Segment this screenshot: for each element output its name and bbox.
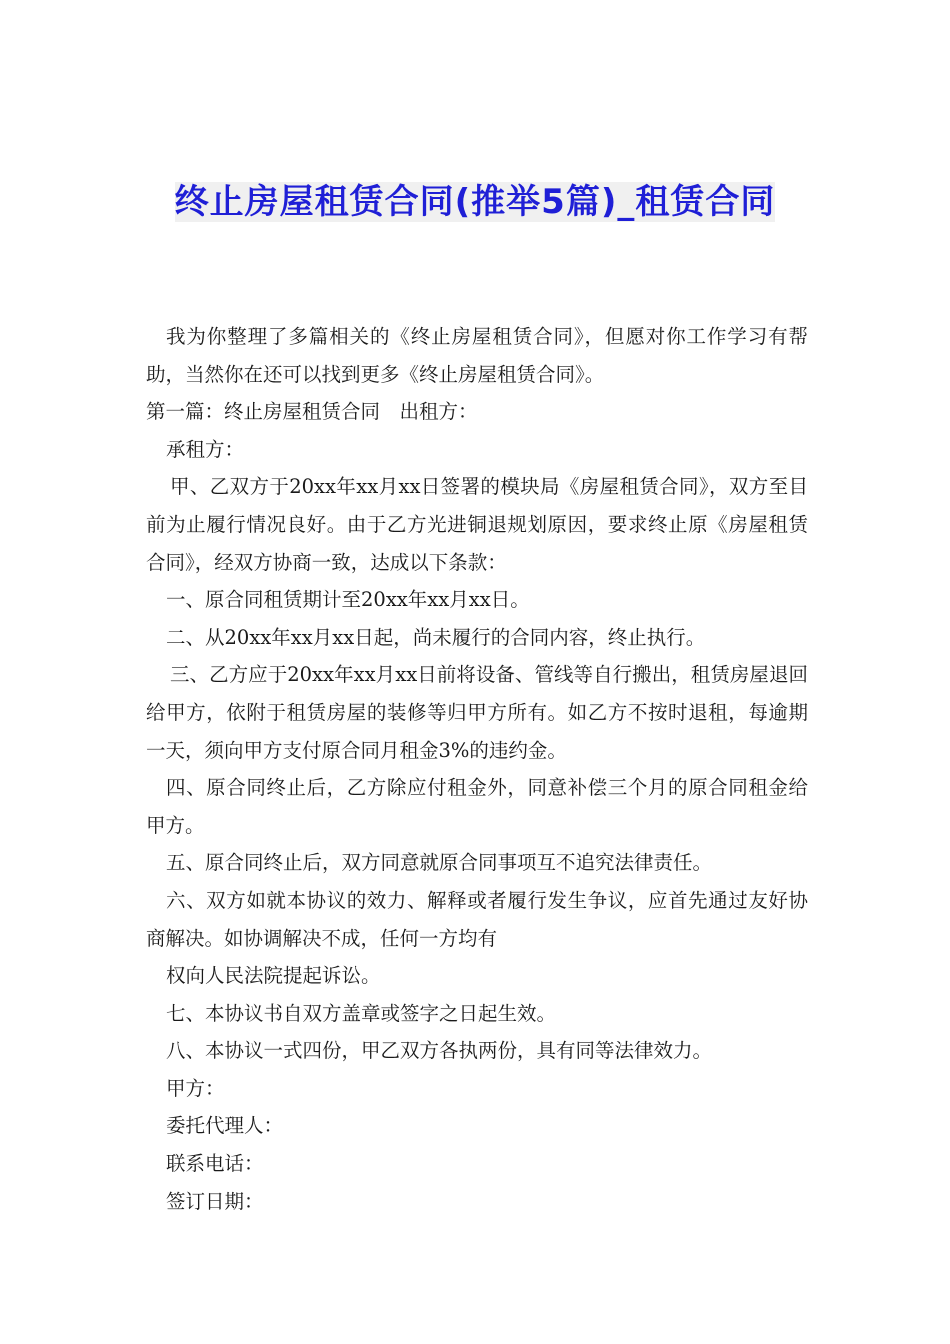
- clause-4: 四、原合同终止后，乙方除应付租金外，同意补偿三个月的原合同租金给甲方。: [146, 776, 808, 837]
- clause-5: 五、原合同终止后，双方同意就原合同事项互不追究法律责任。: [166, 851, 713, 875]
- agent-label: 委托代理人：: [166, 1114, 284, 1138]
- section-heading: 第一篇：终止房屋租赁合同 出租方：: [146, 400, 478, 424]
- clause-8: 八、本协议一式四份，甲乙双方各执两份，具有同等法律效力。: [166, 1039, 713, 1063]
- document-title: 终止房屋租赁合同(推举5篇)_租赁合同: [174, 182, 776, 222]
- clause-3: 三、乙方应于20xx年xx月xx日前将设备、管线等自行搬出，租赁房屋退回给甲方，依附于租赁房屋的装修等归甲方所有。如乙方不按时退租，每逾期一天，须向甲方支付原合同月租金3%的违约金。: [146, 663, 808, 762]
- clause-7: 七、本协议书自双方盖章或签字之日起生效。: [166, 1001, 557, 1025]
- phone-label: 联系电话：: [166, 1152, 264, 1176]
- title-block: [150, 176, 800, 228]
- preamble-paragraph: 甲、乙双方于20xx年xx月xx日签署的模块局《房屋租赁合同》，双方至目前为止履行情况良好。由于乙方光进铜退规划原因，要求终止原《房屋租赁合同》，经双方协商一致，达成以下条款：: [146, 475, 808, 574]
- clause-1: 一、原合同租赁期计至20xx年xx月xx日。: [166, 588, 530, 612]
- document-body: [146, 318, 808, 1220]
- clause-2: 二、从20xx年xx月xx日起，尚未履行的合同内容，终止执行。: [166, 625, 706, 649]
- party-a-label: 甲方：: [166, 1076, 225, 1100]
- date-label: 签订日期：: [166, 1189, 264, 1213]
- tenant-label: 承租方：: [166, 437, 245, 461]
- clause-6: 六、双方如就本协议的效力、解释或者履行发生争议，应首先通过友好协商解决。如协调解决不成，任何一方均有: [146, 888, 808, 950]
- intro-paragraph: 我为你整理了多篇相关的《终止房屋租赁合同》，但愿对你工作学习有帮助，当然你在还可以找到更多《终止房屋租赁合同》。: [146, 325, 808, 386]
- clause-6-continued: 权向人民法院提起诉讼。: [166, 964, 381, 988]
